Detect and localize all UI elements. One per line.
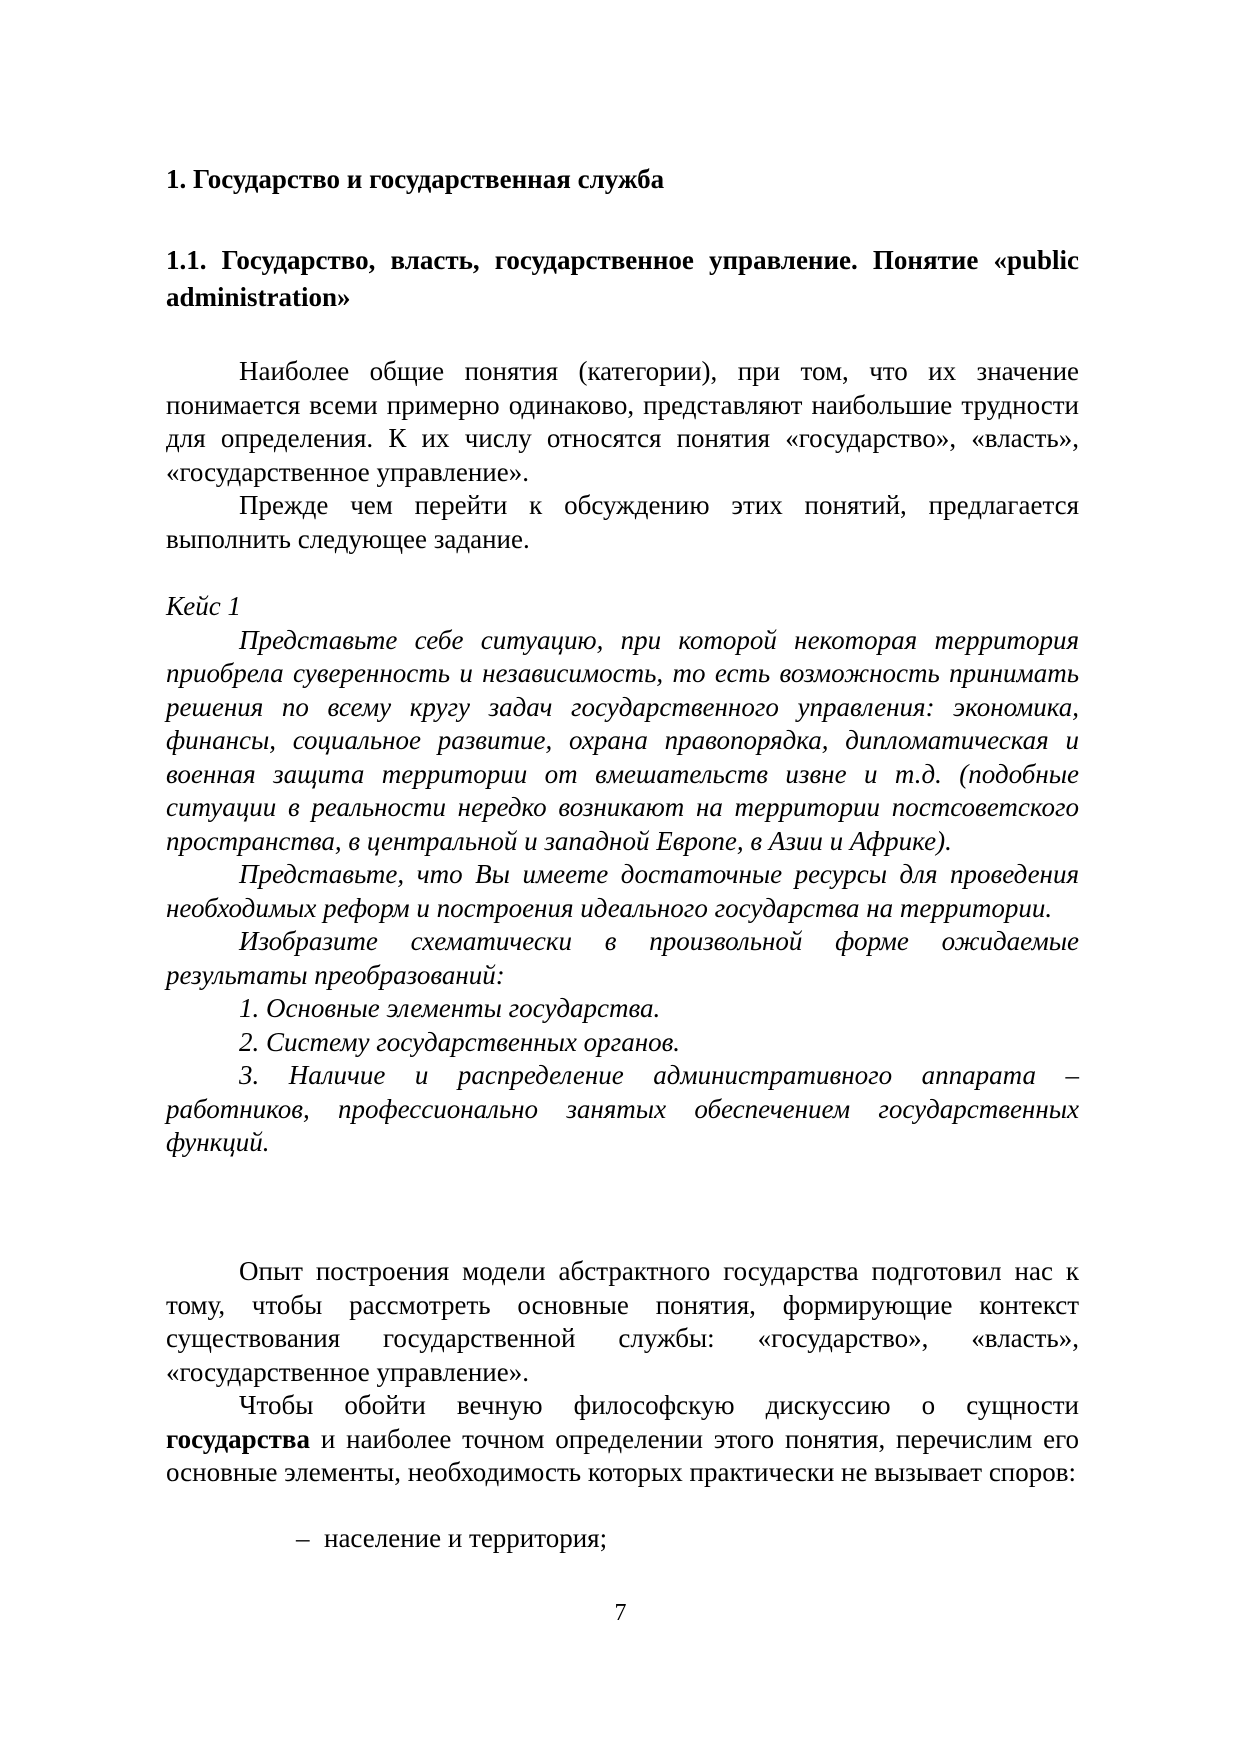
case-section [166, 590, 1079, 1160]
case-paragraph-1: Представьте себе ситуацию, при которой некоторая территория приобрела суверенность и независимость, то есть возможность принимать решения по всему кругу задач государственного управления: экономика, финансы, социальное развитие, охрана правопорядка, дипломатическая и военная защита территории от вмешательств извне и т.д. (подобные ситуации в реальности нередко возникают на территории постсоветского пространства, в центральной и западной Европе, в Азии и Африке). [166, 624, 1079, 856]
body-paragraph-2 [166, 1389, 1079, 1490]
list-dash-marker: – [296, 1523, 310, 1553]
section-heading: 1. Государство и государственная служба [166, 164, 665, 194]
list-item [296, 1522, 607, 1556]
case-title: Кейс 1 [166, 591, 241, 621]
intro-section [166, 355, 1079, 556]
list-item-text: население и территория; [324, 1523, 608, 1553]
body-paragraph-2-end: и наиболее точном определении этого понятия, перечислим его основные элементы, необходимость которых практически не вызывает споров: [166, 1423, 1079, 1487]
case-item-3: 3. Наличие и распределение административного аппарата – работников, профессионально занятых обеспечением государственных функций. [166, 1060, 1079, 1157]
case-item-1: 1. Основные элементы государства. [239, 993, 661, 1023]
case-paragraph-2: Представьте, что Вы имеете достаточные ресурсы для проведения необходимых реформ и построения идеального государства на территории. [166, 859, 1079, 923]
subsection-heading: 1.1. Государство, власть, государственное управление. Понятие «public administration» [166, 245, 1079, 312]
case-item-2: 2. Систему государственных органов. [239, 1026, 681, 1057]
body-section [166, 1255, 1079, 1490]
term-state: государства [166, 1423, 311, 1454]
body-paragraph-1: Опыт построения модели абстрактного государства подготовил нас к тому, чтобы рассмотреть основные понятия, формирующие контекст существования государственной службы: «государство», «власть», «государственное управление». [166, 1256, 1079, 1387]
case-paragraph-3: Изобразите схематически в произвольной форме ожидаемые результаты преобразований: [166, 926, 1079, 990]
body-paragraph-2-start: Чтобы обойти вечную философскую дискуссию о сущности [239, 1390, 1079, 1420]
intro-paragraph-2: Прежде чем перейти к обсуждению этих понятий, предлагается выполнить следующее задание. [166, 490, 1079, 554]
intro-paragraph-1: Наиболее общие понятия (категории), при том, что их значение понимается всеми примерно одинаково, представляют наибольшие трудности для определения. К их числу относятся понятия «государство», «власть», «государственное управление». [166, 356, 1079, 487]
page-number: 7 [614, 1600, 627, 1626]
